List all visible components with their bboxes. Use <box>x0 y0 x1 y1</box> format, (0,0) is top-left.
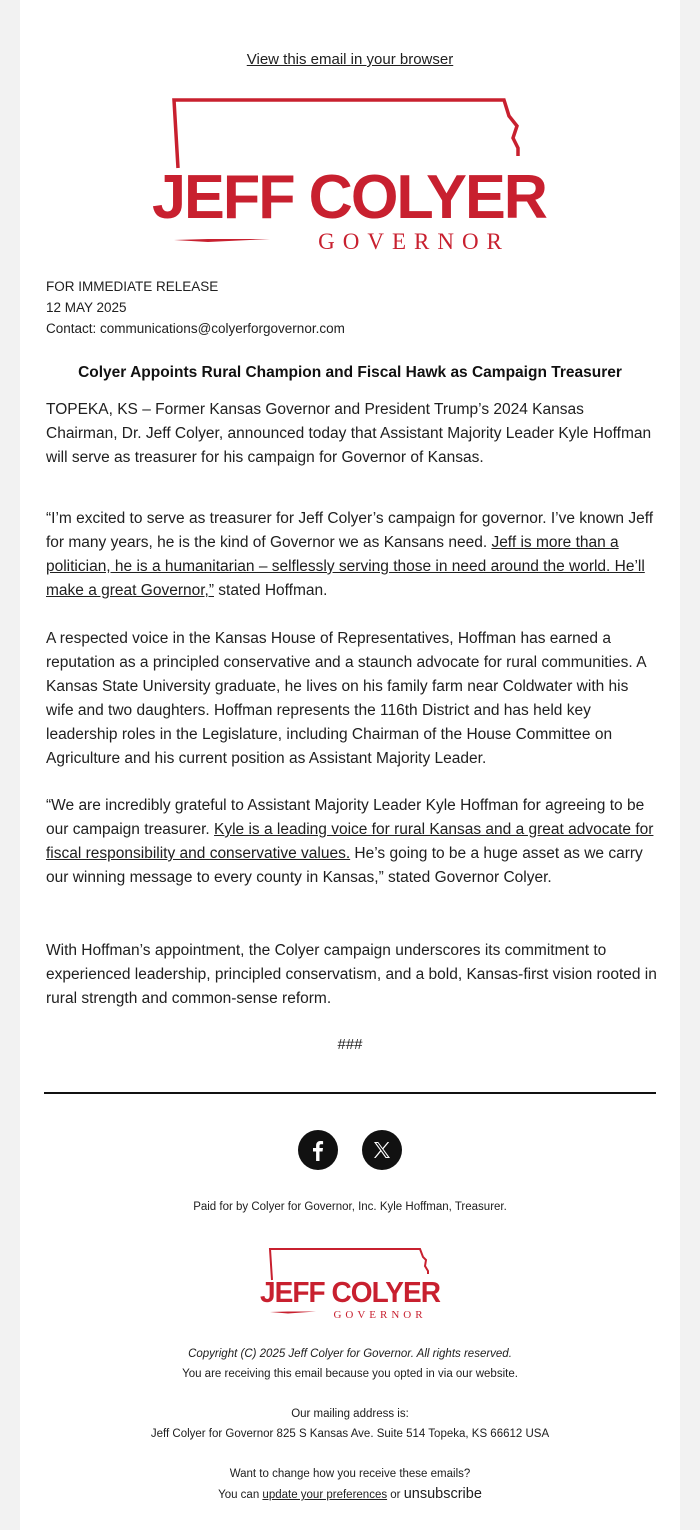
press-headline: Colyer Appoints Rural Champion and Fiscal Hawk as Campaign Treasurer <box>78 364 622 381</box>
change-question: Want to change how you receive these emails? <box>229 1468 471 1480</box>
quote-text: “I’m excited to serve as treasurer for Jeff Colyer’s campaign for governor. I’ve known Jeff for many years, he is the kind of Governor we as Kansans need. <box>46 510 654 551</box>
mailing-address: Jeff Colyer for Governor 825 S Kansas Ave. Suite 514 Topeka, KS 66612 USA <box>150 1428 550 1440</box>
copyright-text: Copyright (C) 2025 Jeff Colyer for Governor. All rights reserved. <box>188 1348 512 1360</box>
mailing-address-block <box>20 1404 680 1444</box>
body-paragraph-1: TOPEKA, KS – Former Kansas Governor and President Trump’s 2024 Kansas Chairman, Dr. Jeff Colyer, announced today that Assistant Majority Leader Kyle Hoffman will serve as treasurer for his campaign for Governor of Kansas. <box>46 401 652 466</box>
body-paragraph-5: With Hoffman’s appointment, the Colyer campaign underscores its commitment to experienced leadership, principled conservatism, and a bold, Kansas-first vision rooted in rural strength and common-sense reform. <box>46 942 657 1007</box>
view-in-browser-link[interactable]: View this email in your browser <box>246 51 454 68</box>
release-meta <box>46 276 345 339</box>
release-contact: Contact: communications@colyerforgovernor.com <box>46 321 345 336</box>
end-mark: ### <box>337 1036 363 1053</box>
campaign-logo <box>148 96 550 256</box>
footer-logo <box>258 1246 442 1322</box>
divider <box>44 1092 656 1094</box>
body-paragraph-4 <box>46 794 658 890</box>
opt-in-text: You are receiving this email because you opted in via our website. <box>182 1368 518 1380</box>
x-button[interactable] <box>362 1130 402 1170</box>
logo-subtitle-text: GOVERNOR <box>333 1309 427 1321</box>
logo-name-text: JEFF COLYER <box>152 163 548 232</box>
body-paragraph-3: A respected voice in the Kansas House of Representatives, Hoffman has earned a reputation as a principled conservative and a staunch advocate for rural communities. A Kansas State University graduate, he lives on his family farm near Coldwater with his wife and two daughters. Hoffman represents the 116th District and has held key leadership roles in the Legislature, including Chairman of the House Committee on Agriculture and his current position as Assistant Majority Leader. <box>46 630 646 767</box>
kansas-outline-logo <box>148 96 550 256</box>
preferences-line <box>20 1484 680 1505</box>
facebook-icon <box>308 1139 328 1161</box>
footer-legal <box>20 1344 680 1384</box>
body-paragraph-2 <box>46 507 658 603</box>
logo-subtitle-text: GOVERNOR <box>318 229 510 254</box>
quote-link[interactable]: Kyle is a leading voice for rural Kansas and a great advocate for fiscal responsibility and conservative values. <box>46 821 654 862</box>
quote-text: “We are incredibly grateful to Assistant Majority Leader Kyle Hoffman for agreeing to be our campaign treasurer. <box>46 797 645 838</box>
kansas-outline-logo-small <box>258 1246 442 1322</box>
quote-link[interactable]: Jeff is more than a politician, he is a humanitarian – selflessly serving those in need around the world. He’ll make a great Governor,” <box>46 534 645 599</box>
release-date: 12 MAY 2025 <box>46 300 127 315</box>
release-label: FOR IMMEDIATE RELEASE <box>46 279 219 294</box>
or-text: or <box>387 1489 404 1501</box>
quote-attribution: stated Hoffman. <box>214 582 328 599</box>
you-can-text: You can <box>218 1489 263 1501</box>
preferences-block <box>20 1464 680 1505</box>
mailing-label: Our mailing address is: <box>291 1408 409 1420</box>
email-card <box>20 0 680 1530</box>
facebook-button[interactable] <box>298 1130 338 1170</box>
x-icon <box>373 1141 391 1159</box>
paid-for-disclaimer: Paid for by Colyer for Governor, Inc. Kyle Hoffman, Treasurer. <box>193 1201 507 1213</box>
quote-attribution: He’s going to be a huge asset as we carry our winning message to every county in Kansas,” stated Governor Colyer. <box>46 845 643 886</box>
logo-name-text: JEFF COLYER <box>260 1277 442 1309</box>
update-preferences-link[interactable]: update your preferences <box>262 1489 388 1501</box>
unsubscribe-link[interactable]: unsubscribe <box>403 1486 482 1502</box>
